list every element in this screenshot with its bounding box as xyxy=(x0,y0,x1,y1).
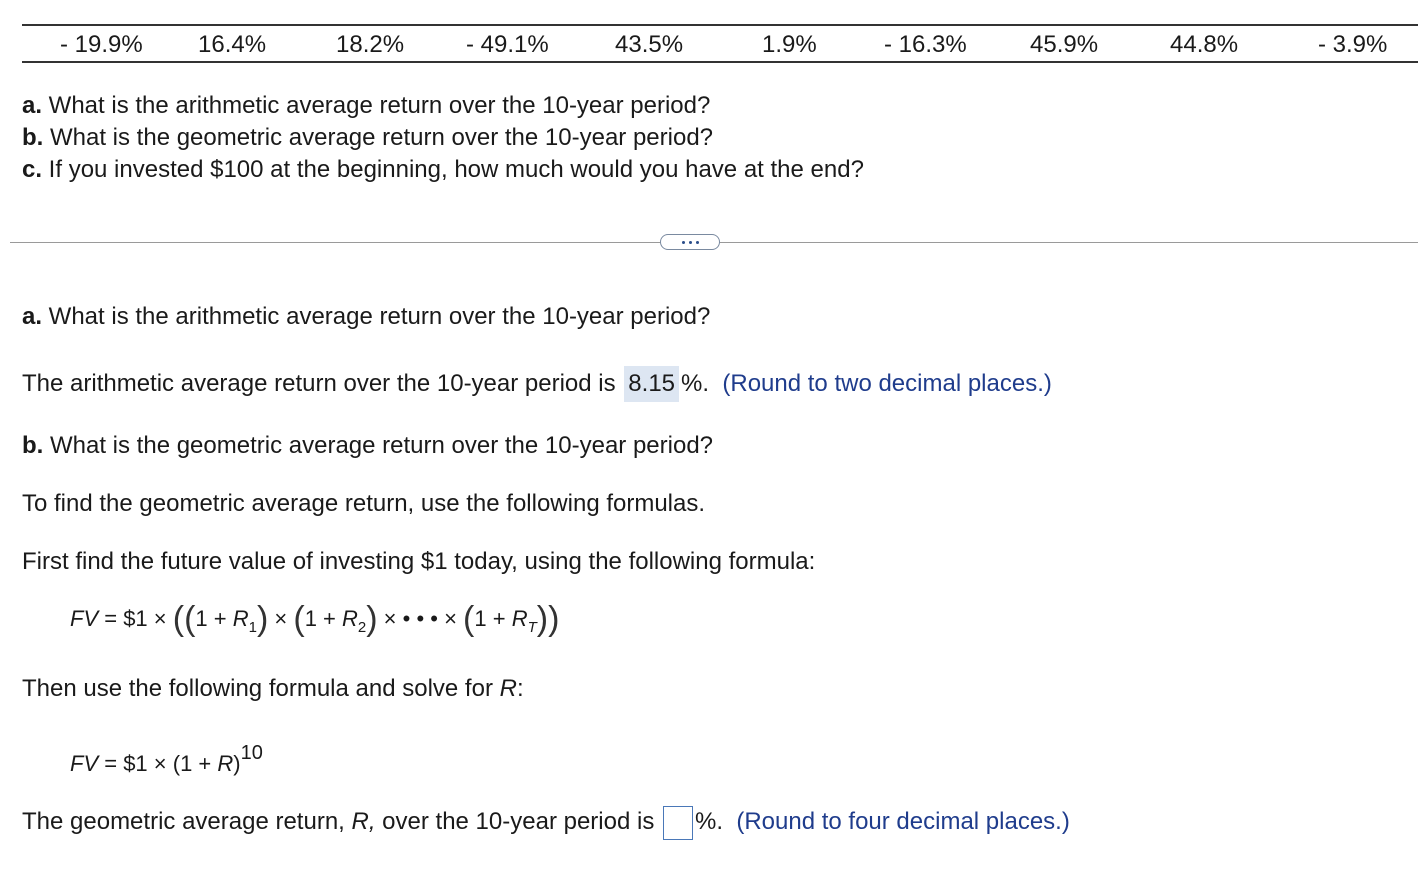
return-year-6: 1.9% xyxy=(762,31,817,58)
return-year-7: - 16.3% xyxy=(884,31,967,58)
return-year-10: - 3.9% xyxy=(1318,31,1388,58)
dot-icon xyxy=(696,241,699,244)
rounding-hint: (Round to four decimal places.) xyxy=(736,808,1070,835)
arithmetic-answer-value[interactable]: 8.15 xyxy=(624,366,679,402)
return-year-4: - 49.1% xyxy=(466,31,549,58)
dot-icon xyxy=(682,241,685,244)
return-year-5: 43.5% xyxy=(615,31,684,58)
return-year-1: - 19.9% xyxy=(60,31,143,58)
geometric-formula: FV = $1 × (1 + R)10 xyxy=(70,742,263,776)
solve-instruction: Then use the following formula and solve for R: xyxy=(22,675,524,702)
question-b: b. What is the geometric average return over the 10-year period? xyxy=(22,124,714,151)
future-value-formula: FV = $1 × ($(1 + R_1) \times (1 + R_2)$ × • • • × $(1 + R_T)$) xyxy=(70,600,560,638)
rounding-hint: (Round to two decimal places.) xyxy=(722,370,1052,397)
question-c: c. If you invested $100 at the beginning, how much would you have at the end? xyxy=(22,156,864,183)
future-value-instruction: First find the future value of investing $1 today, using the following formula: xyxy=(22,548,816,575)
dot-icon xyxy=(689,241,692,244)
geometric-intro: To find the geometric average return, use the following formulas. xyxy=(22,490,706,517)
return-year-2: 16.4% xyxy=(198,31,267,58)
expand-more-button[interactable] xyxy=(660,234,720,250)
geometric-answer-line: The geometric average return, R, over the 10-year period is %. (Round to four decimal places.) xyxy=(22,804,1070,840)
returns-table xyxy=(22,24,1418,63)
solution-question-a: a. What is the arithmetic average return over the 10-year period? xyxy=(22,303,711,330)
solution-question-b: b. What is the geometric average return over the 10-year period? xyxy=(22,432,714,459)
question-a: a. What is the arithmetic average return over the 10-year period? xyxy=(22,92,711,119)
arithmetic-answer-line: The arithmetic average return over the 10-year period is 8.15 %. (Round to two decimal places.) xyxy=(22,366,1052,402)
return-year-3: 18.2% xyxy=(336,31,405,58)
geometric-answer-input[interactable] xyxy=(663,806,693,840)
return-year-9: 44.8% xyxy=(1170,31,1239,58)
return-year-8: 45.9% xyxy=(1030,31,1099,58)
